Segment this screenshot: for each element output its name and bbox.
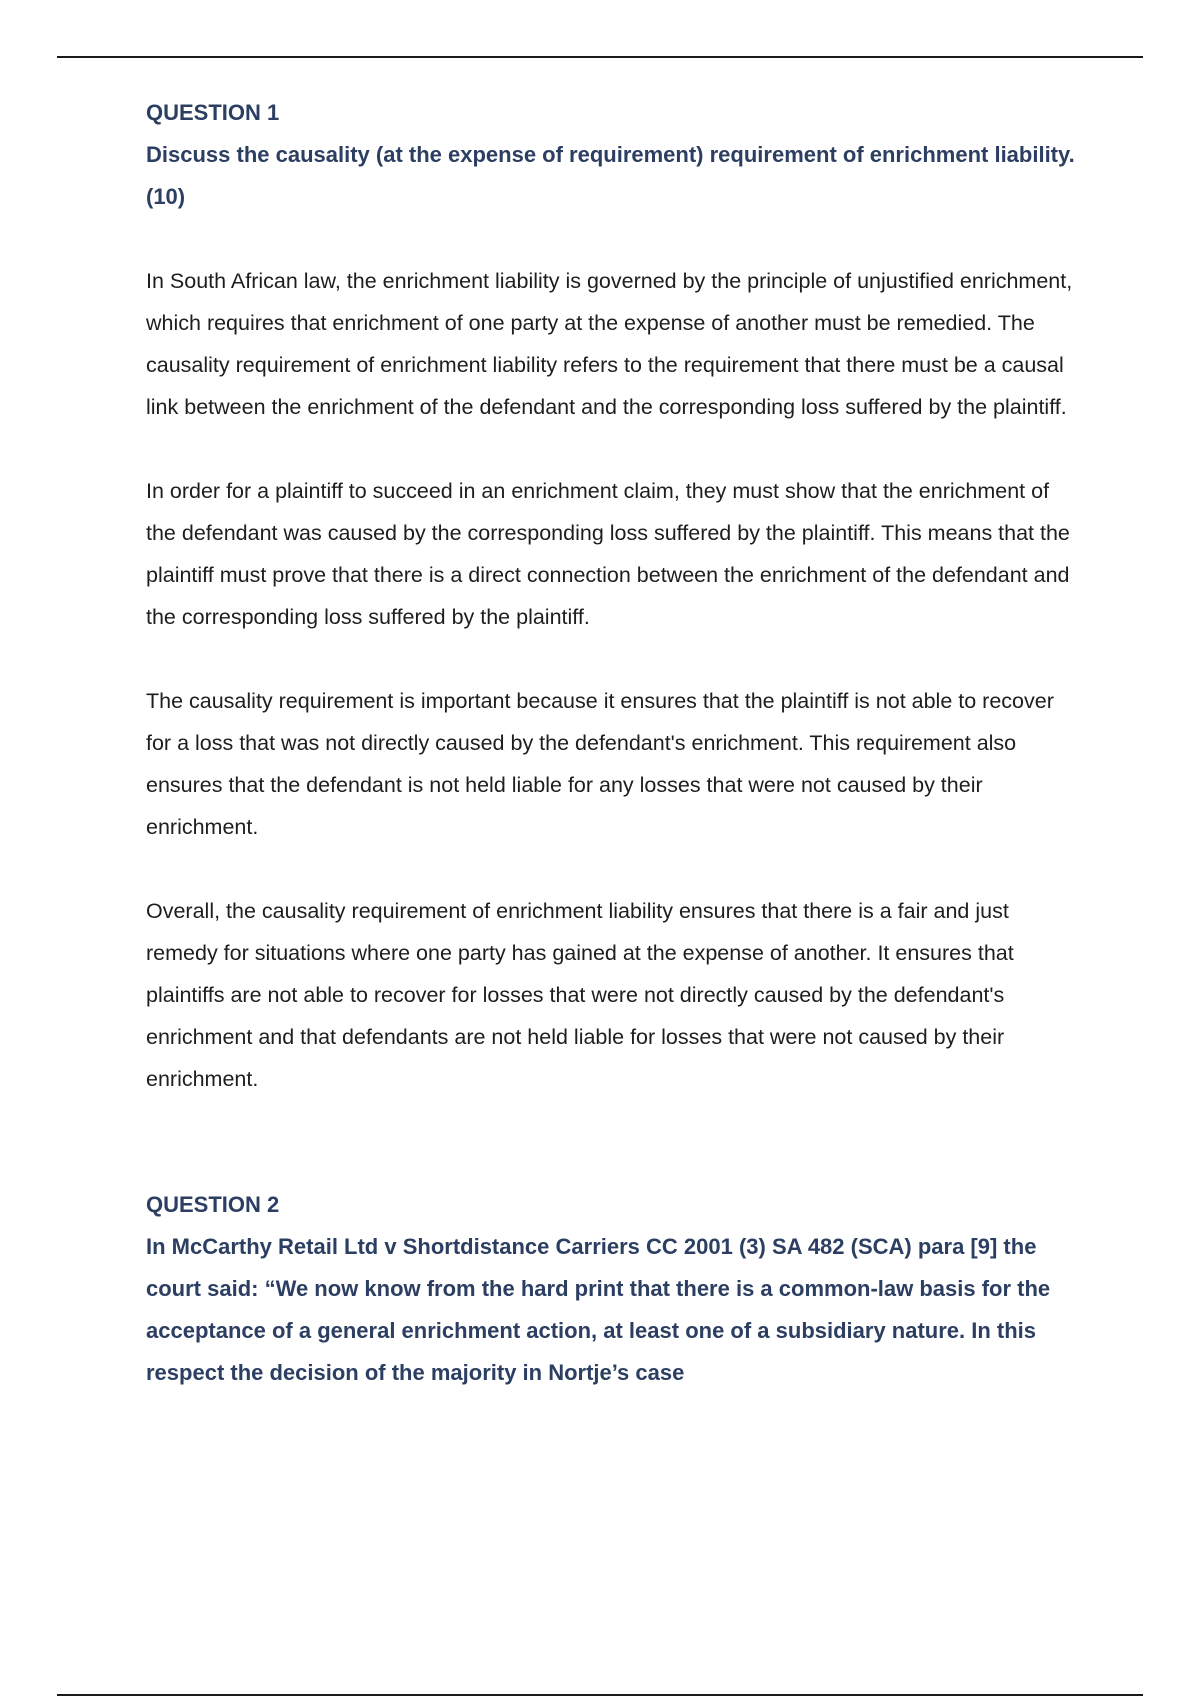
question-2-heading: QUESTION 2 [146, 1192, 280, 1217]
question-1-heading: QUESTION 1 [146, 100, 280, 125]
question-2-prompt: In McCarthy Retail Ltd v Shortdistance Carriers CC 2001 (3) SA 482 (SCA) para [9] the court said: “We now know from the hard print that there is a common-law basis for the acceptance of a general enrichment action, at least one of a subsidiary nature. In this respect the decision of the majority in Nortje’s case [146, 1234, 1051, 1385]
question-1-prompt: Discuss the causality (at the expense of requirement) requirement of enrichment liability. (10) [146, 142, 1075, 209]
answer-paragraph: In order for a plaintiff to succeed in an enrichment claim, they must show that the enrichment of the defendant was caused by the corresponding loss suffered by the plaintiff. This means that the plaintiff must prove that there is a direct connection between the enrichment of the defendant and the corresponding loss suffered by the plaintiff. [146, 479, 1070, 629]
header-rule [57, 56, 1143, 58]
document-body [146, 92, 1076, 1394]
answer-paragraph: In South African law, the enrichment liability is governed by the principle of unjustified enrichment, which requires that enrichment of one party at the expense of another must be remedied. The causality requirement of enrichment liability refers to the requirement that there must be a causal link between the enrichment of the defendant and the corresponding loss suffered by the plaintiff. [146, 269, 1073, 419]
footer-rule [57, 1694, 1143, 1696]
answer-paragraph: The causality requirement is important because it ensures that the plaintiff is not able to recover for a loss that was not directly caused by the defendant's enrichment. This requirement also ensures that the defendant is not held liable for any losses that were not caused by their enrichment. [146, 689, 1054, 839]
question-1 [146, 92, 1076, 1100]
answer-paragraph: Overall, the causality requirement of enrichment liability ensures that there is a fair and just remedy for situations where one party has gained at the expense of another. It ensures that plaintiffs are not able to recover for losses that were not directly caused by the defendant's enrichment and that defendants are not held liable for losses that were not caused by their enrichment. [146, 899, 1014, 1091]
question-2 [146, 1184, 1076, 1394]
